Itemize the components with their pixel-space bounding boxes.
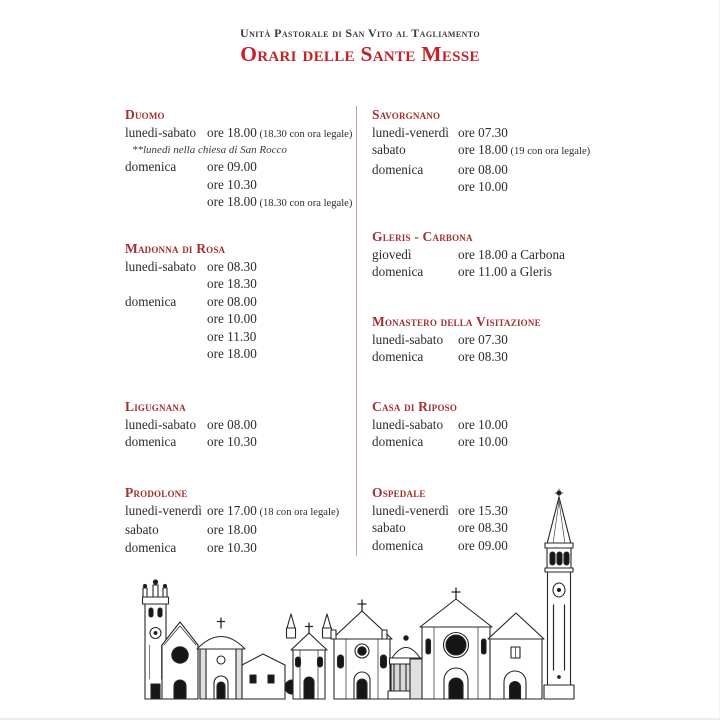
- schedule-row: [372, 124, 640, 142]
- schedule-row: [372, 433, 640, 451]
- section-title: Prodolone: [125, 485, 188, 500]
- schedule-section-savorgnano: [372, 106, 640, 196]
- day-label: lunedi-sabato: [372, 416, 444, 432]
- time-value: ore 07.30: [458, 124, 508, 140]
- day-label: [372, 178, 458, 196]
- schedule-row: [372, 161, 640, 179]
- time-value: ore 09.00: [458, 537, 508, 553]
- schedule-row: [125, 124, 360, 144]
- time-value: ore 08.00: [207, 416, 257, 432]
- schedule-row: [372, 416, 640, 434]
- time-value: ore 08.00: [207, 293, 257, 309]
- day-label: lunedi-sabato: [372, 331, 444, 347]
- time-value: ore 07.30: [458, 331, 508, 347]
- time-value: ore 10.00: [458, 179, 508, 194]
- time-value: ore 18.00: [207, 346, 257, 361]
- time-value: ore 18.00 a Carbona: [458, 246, 565, 262]
- day-label: domenica: [372, 161, 424, 177]
- schedule-row: [372, 178, 640, 196]
- schedule-row: [372, 348, 640, 366]
- day-label: domenica: [372, 434, 424, 449]
- section-title: Duomo: [125, 107, 165, 122]
- day-label: [125, 275, 207, 293]
- right-campanile: [544, 489, 574, 699]
- time-value: ore 08.30: [458, 520, 508, 535]
- time-value: ore 10.00: [207, 311, 257, 326]
- schedule-row: [125, 345, 360, 363]
- schedule-row: [125, 158, 360, 176]
- town-skyline-illustration: [126, 487, 588, 702]
- day-label: domenica: [372, 537, 424, 553]
- time-value: ore 09.00: [207, 159, 257, 174]
- schedule-row: [125, 433, 360, 451]
- page-title: Orari delle Sante Messe: [240, 42, 480, 66]
- schedule-row: [125, 328, 360, 346]
- time-value: ore 10.30: [207, 176, 257, 192]
- page-header: [0, 26, 720, 66]
- time-value: ore 10.30: [207, 434, 257, 449]
- schedule-section-duomo: [125, 106, 360, 213]
- day-label: sabato: [125, 522, 159, 537]
- chapel-dark-oculus: [162, 622, 198, 699]
- time-value: ore 08.00: [458, 161, 508, 177]
- schedule-row: [372, 263, 640, 281]
- time-value: ore 18.00 (19 con ora legale): [458, 142, 591, 157]
- day-label: lunedi-venerdì: [125, 502, 202, 518]
- schedule-row: [125, 275, 360, 293]
- schedule-section-gleris-carbona: [372, 228, 640, 281]
- day-label: giovedì: [372, 246, 412, 262]
- time-note-label: (19 con ora legale): [507, 146, 591, 157]
- day-label: lunedi-venerdì: [372, 124, 449, 140]
- plain-church: [488, 613, 544, 699]
- time-note-label: (18.30 con ora legale): [256, 198, 353, 209]
- section-title: Casa di Riposo: [372, 399, 458, 414]
- day-label: lunedi-sabato: [125, 258, 197, 274]
- schedule-row: [125, 416, 360, 434]
- time-note-label: (18 con ora legale): [256, 506, 340, 518]
- time-value: ore 17.00 (18 con ora legale): [207, 502, 340, 518]
- day-label: sabato: [372, 142, 406, 157]
- section-title: Ligugnana: [125, 399, 186, 414]
- schedule-row: [372, 331, 640, 349]
- section-title: Madonna di Rosa: [125, 241, 226, 256]
- schedule-section-casa-di-riposo: [372, 398, 640, 451]
- schedule-row: [125, 310, 360, 328]
- schedule-row: [372, 246, 640, 264]
- day-label: domenica: [125, 539, 177, 555]
- section-title: Savorgnano: [372, 107, 441, 122]
- day-label: [125, 328, 207, 346]
- time-value: ore 08.30: [458, 349, 508, 364]
- time-value: ore 18.00: [207, 522, 257, 537]
- time-value: ore 10.00: [458, 434, 508, 449]
- day-label: domenica: [125, 159, 177, 174]
- section-title: Gleris - Carbona: [372, 229, 473, 244]
- day-label: [125, 193, 207, 213]
- time-value: ore 11.30: [207, 328, 257, 344]
- central-church: [331, 600, 392, 699]
- schedule-row: [125, 193, 360, 213]
- schedule-row: [125, 176, 360, 194]
- time-value: ore 18.30: [207, 276, 257, 291]
- day-label: domenica: [125, 293, 177, 309]
- section-title: Monastero della Visitazione: [372, 314, 541, 329]
- day-label: domenica: [372, 264, 424, 279]
- time-value: ore 18.00 (18.30 con ora legale): [207, 124, 353, 140]
- day-label: [125, 345, 207, 363]
- day-label: domenica: [125, 434, 177, 449]
- time-value: ore 10.30: [207, 539, 257, 555]
- schedule-row: [125, 293, 360, 311]
- day-label: [125, 310, 207, 328]
- day-label: lunedi-sabato: [125, 124, 197, 140]
- church-curved-pediment: [197, 618, 245, 699]
- day-label: domenica: [372, 349, 424, 364]
- time-value: ore 18.00 (18.30 con ora legale): [207, 194, 353, 209]
- schedule-row: [372, 141, 640, 161]
- day-label: lunedi-venerdì: [372, 502, 449, 518]
- time-value: ore 10.00: [458, 416, 508, 432]
- day-label: lunedi-sabato: [125, 416, 197, 432]
- time-note-label: (18.30 con ora legale): [256, 128, 353, 140]
- parish-name: Unità Pastorale di San Vito al Tagliamento: [240, 26, 480, 40]
- schedule-section-ligugnana: [125, 398, 360, 451]
- church-twin-pinnacles: [287, 614, 332, 699]
- day-label: sabato: [372, 520, 406, 535]
- time-value: ore 15.30: [458, 502, 508, 518]
- time-value: ore 08.30: [207, 258, 257, 274]
- time-value: ore 11.00 a Gleris: [458, 264, 552, 279]
- schedule-row: [125, 258, 360, 276]
- day-label: [125, 176, 207, 194]
- section-title: Ospedale: [372, 485, 426, 500]
- section-footnote: **lunedì nella chiesa di San Rocco: [132, 144, 287, 156]
- schedule-section-monastero-della-visitazione: [372, 313, 640, 366]
- schedule-section-madonna-di-rosa: [125, 240, 360, 363]
